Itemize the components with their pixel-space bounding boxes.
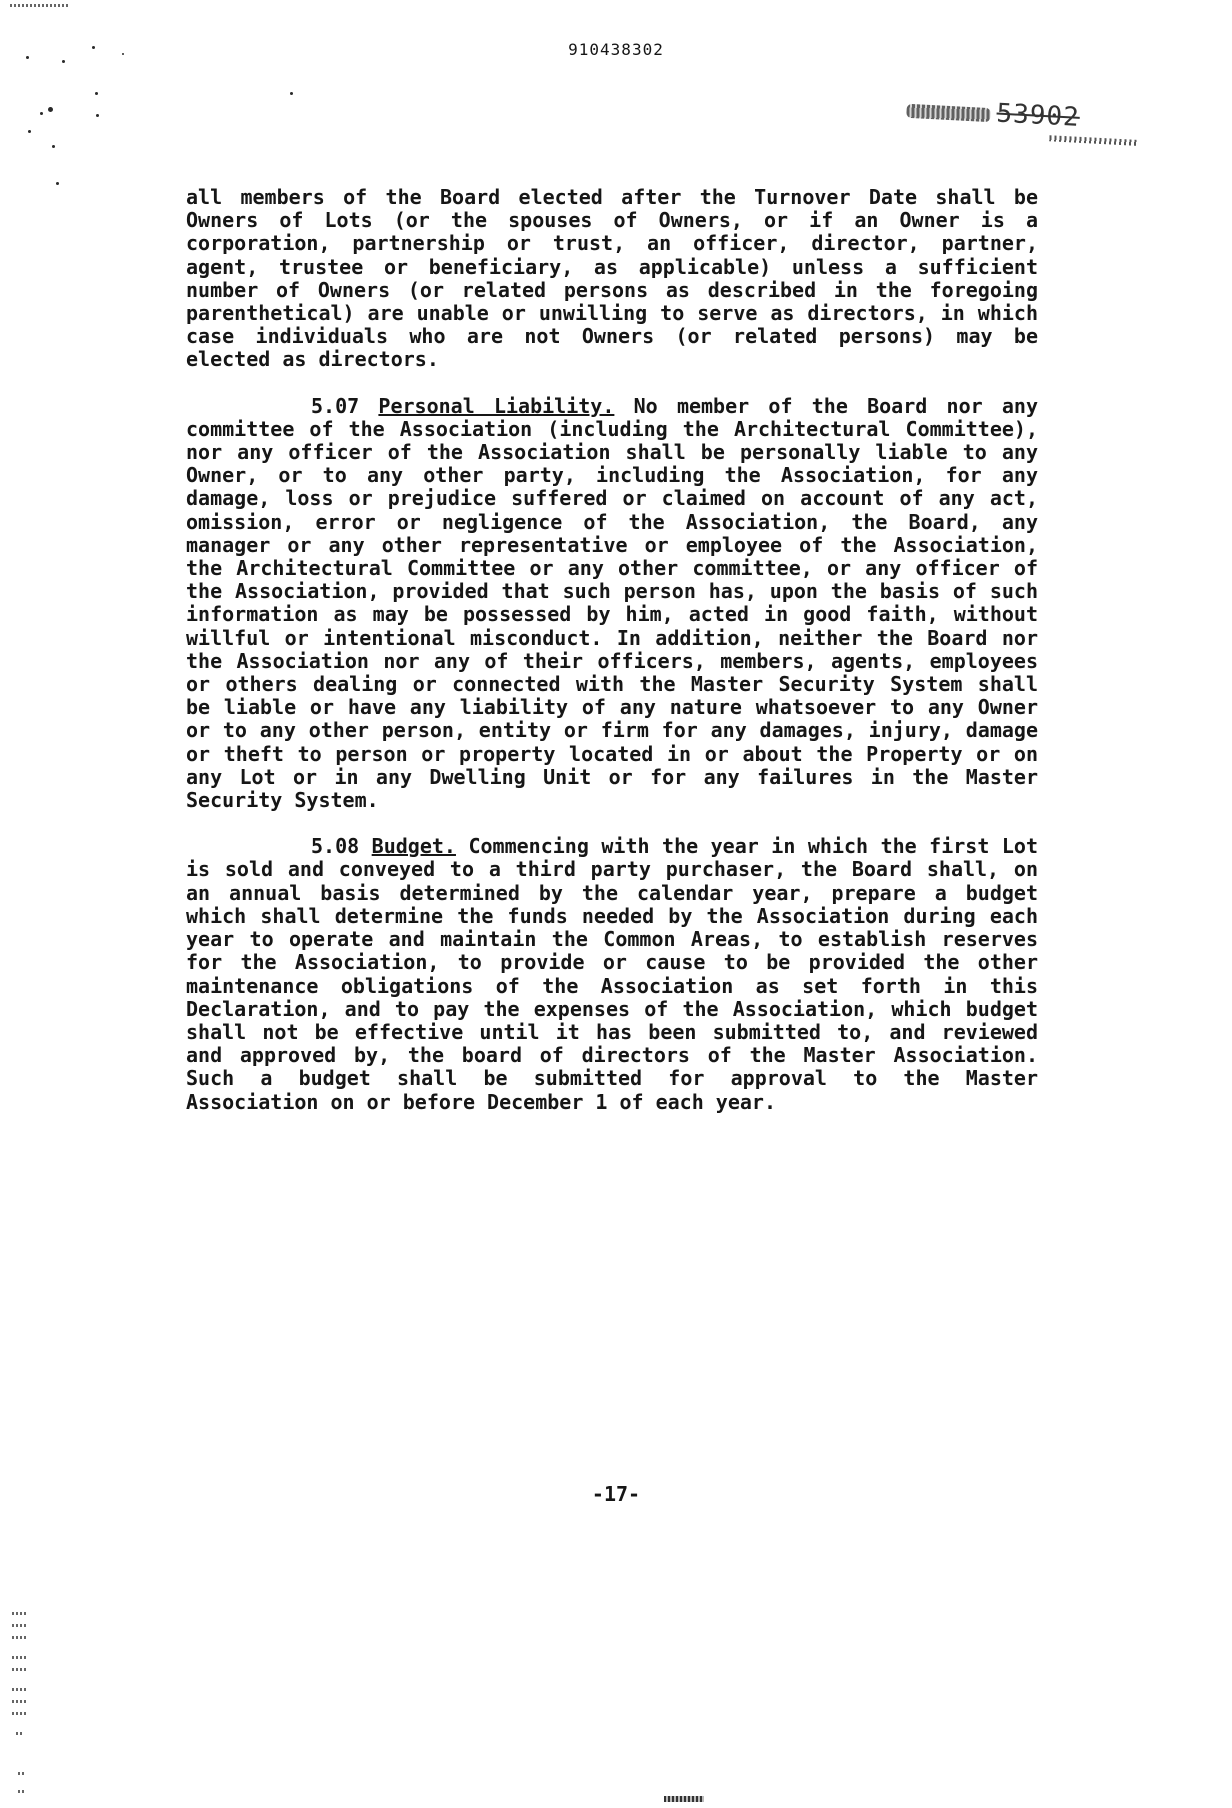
- scan-speck: [48, 107, 53, 112]
- scan-speck: [290, 92, 293, 95]
- scan-speck: [28, 130, 31, 133]
- stamp-smear: [906, 104, 991, 122]
- scan-mark: [18, 1772, 24, 1775]
- section-number: 5.07: [311, 393, 360, 418]
- bates-stamp: [899, 93, 1151, 156]
- scan-speck: [40, 112, 43, 115]
- scan-speck: [56, 182, 59, 185]
- scan-mark: [12, 1624, 26, 1627]
- scan-mark: [12, 1712, 26, 1715]
- scan-speck: [62, 60, 65, 63]
- scan-mark: [664, 1796, 704, 1802]
- scan-mark: [12, 1688, 26, 1691]
- section-5-07: [186, 395, 1038, 813]
- paragraph-text: Commencing with the year in which the first Lot is sold and conveyed to a third party purchaser, the Board shall, on an annual basis determined by the calendar year, prepare a budget which shall determine the funds needed by the Association during each year to operate and maintain the Common Areas, to establish reserves for the Association, to provide or cause to be provided the other maintenance obligations of the Association as set forth in this Declaration, and to pay the expenses of the Association, which budget shall not be effective until it has been submitted to, and reviewed and approved by, the board of directors of the Master Association. Such a budget shall be submitted for approval to the Master Association on or before December 1 of each year.: [186, 834, 1038, 1114]
- scan-mark: [12, 1612, 26, 1615]
- scan-speck: [92, 46, 95, 49]
- document-body: [186, 186, 1038, 1137]
- paragraph-text: No member of the Board nor any committee of the Association (including the Architectural Committee), nor any officer of the Association shall be personally liable to any Owner, or to any other party, including the Association, for any damage, loss or prejudice suffered or claimed on account of any act, omission, error or negligence of the Association, the Board, any manager or any other representative or employee of the Association, the Architectural Committee or any other committee, or any officer of the Association, provided that such person has, upon the basis of such information as may be possessed by him, acted in good faith, without willful or intentional misconduct. In addition, neither the Board nor the Association nor any of their officers, members, agents, employees or others dealing or connected with the Master Security System shall be liable or have any liability of any nature whatsoever to any Owner or to any other person, entity or firm for any damages, injury, damage or theft to person or property located in or about the Property or on any Lot or in any Dwelling Unit or for any failures in the Master Security System.: [186, 393, 1039, 813]
- stamp-number: 53902: [995, 98, 1081, 133]
- scan-mark: [16, 1732, 22, 1735]
- document-id: 910438302: [568, 40, 664, 59]
- scan-speck: [95, 92, 98, 95]
- section-heading: Budget.: [371, 834, 456, 859]
- paragraph-text: all members of the Board elected after the Turnover Date shall be Owners of Lots (or the spouses of Owners, or if an Owner is a corporation, partnership or trust, an officer, director, partner, agent, trustee or beneficiary, as applicable) unless a sufficient number of Owners (or related persons as described in the foregoing parenthetical) are unable or unwilling to serve as directors, in which case individuals who are not Owners (or related persons) may be elected as directors.: [186, 185, 1038, 372]
- scan-speck: [26, 56, 29, 59]
- paragraph-continuation: [186, 186, 1038, 372]
- scan-mark: [18, 1790, 24, 1793]
- page-number: -17-: [591, 1482, 641, 1506]
- section-number: 5.08: [311, 834, 360, 859]
- scan-mark: [12, 1656, 26, 1659]
- scan-mark: [12, 1636, 26, 1639]
- section-5-08: [186, 835, 1038, 1113]
- scan-mark: [12, 1668, 26, 1671]
- section-heading: Personal Liability.: [378, 393, 615, 418]
- scan-speck: [96, 114, 99, 117]
- stamp-tail: [1049, 135, 1137, 146]
- scan-speck: [52, 145, 55, 148]
- scan-mark: [12, 1700, 26, 1703]
- scan-mark: [10, 4, 70, 7]
- scan-speck: [122, 53, 124, 55]
